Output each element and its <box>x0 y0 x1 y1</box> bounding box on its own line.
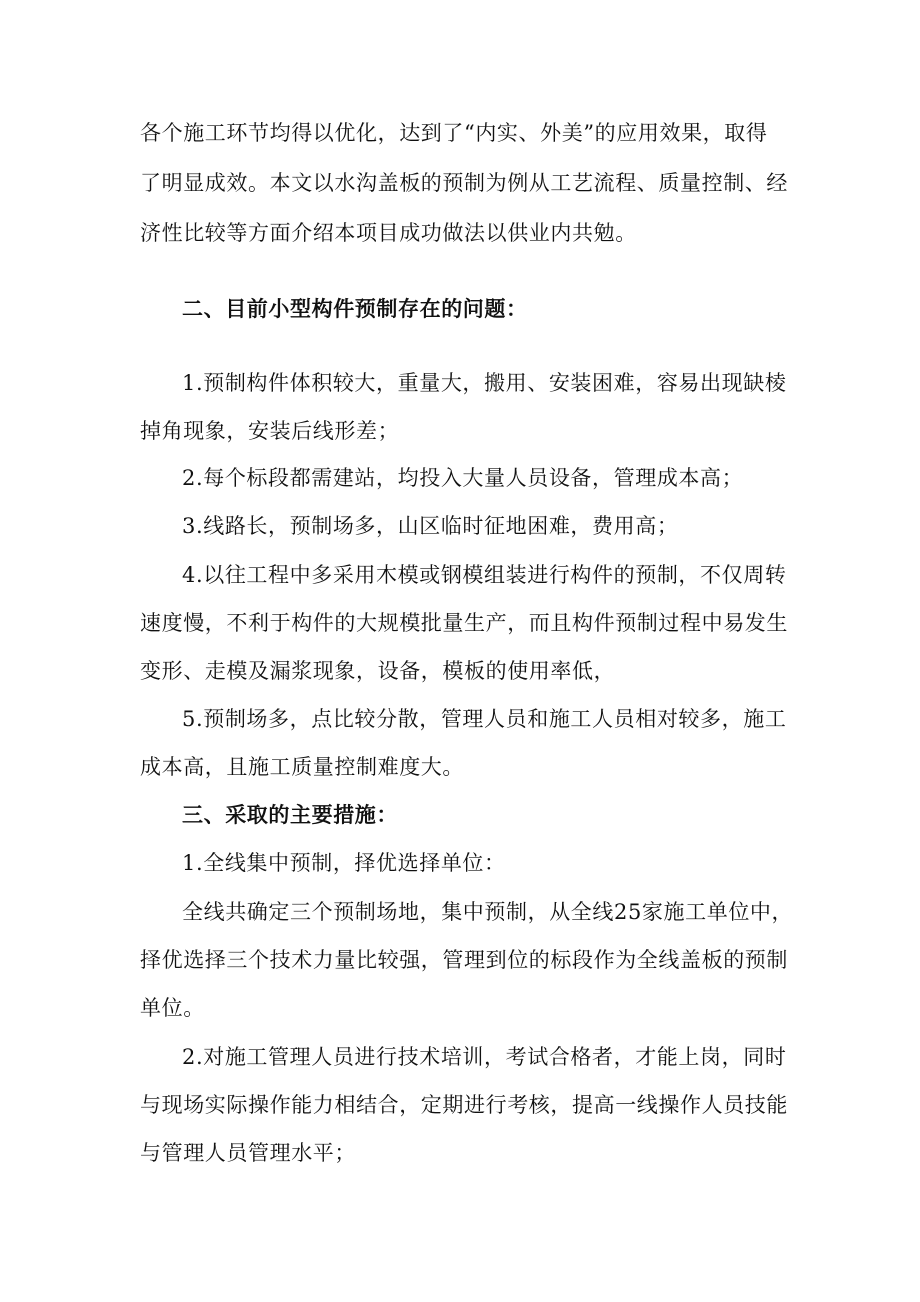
problem-item-5-continued: 成本高，且施工质量控制难度大。 <box>140 755 464 779</box>
problem-item-2: 2.每个标段都需建站，均投入大量人员设备，管理成本高； <box>182 466 744 490</box>
problem-item-3: 3.线路长，预制场多，山区临时征地困难，费用高； <box>182 514 679 538</box>
section-heading-measures: 三、采取的主要措施： <box>182 802 398 827</box>
measure-item-1-body-continued: 择优选择三个技术力量比较强，管理到位的标段作为全线盖板的预制 <box>140 948 788 972</box>
measure-item-2-continued: 与现场实际操作能力相结合，定期进行考核，提高一线操作人员技能 <box>140 1093 788 1117</box>
measure-item-1-body-continued: 单位。 <box>140 996 205 1020</box>
measure-item-1-title: 1.全线集中预制，择优选择单位： <box>182 851 506 875</box>
intro-text-line: 济性比较等方面介绍本项目成功做法以供业内共勉。 <box>140 221 637 245</box>
problem-item-4-continued: 速度慢，不利于构件的大规模批量生产，而且构件预制过程中易发生 <box>140 611 788 635</box>
problem-item-4: 4.以往工程中多采用木模或钢模组装进行构件的预制，不仅周转 <box>182 563 787 587</box>
intro-text-line: 各个施工环节均得以优化，达到了“内实、外美”的应用效果，取得 <box>140 121 768 145</box>
measure-item-2: 2.对施工管理人员进行技术培训，考试合格者，才能上岗，同时 <box>182 1045 787 1069</box>
problem-item-1: 1.预制构件体积较大，重量大，搬用、安装困难，容易出现缺棱 <box>182 371 787 395</box>
problem-item-5: 5.预制场多，点比较分散，管理人员和施工人员相对较多，施工 <box>182 707 787 731</box>
intro-text-line: 了明显成效。本文以水沟盖板的预制为例从工艺流程、质量控制、经 <box>140 171 788 195</box>
problem-item-4-continued: 变形、走模及漏浆现象，设备，模板的使用率低， <box>140 659 616 683</box>
measure-item-2-continued: 与管理人员管理水平； <box>140 1141 356 1165</box>
problem-item-1-continued: 掉角现象，安装后线形差； <box>140 419 400 443</box>
section-heading-problems: 二、目前小型构件预制存在的问题： <box>182 296 528 321</box>
measure-item-1-body: 全线共确定三个预制场地，集中预制，从全线25家施工单位中， <box>182 900 794 924</box>
